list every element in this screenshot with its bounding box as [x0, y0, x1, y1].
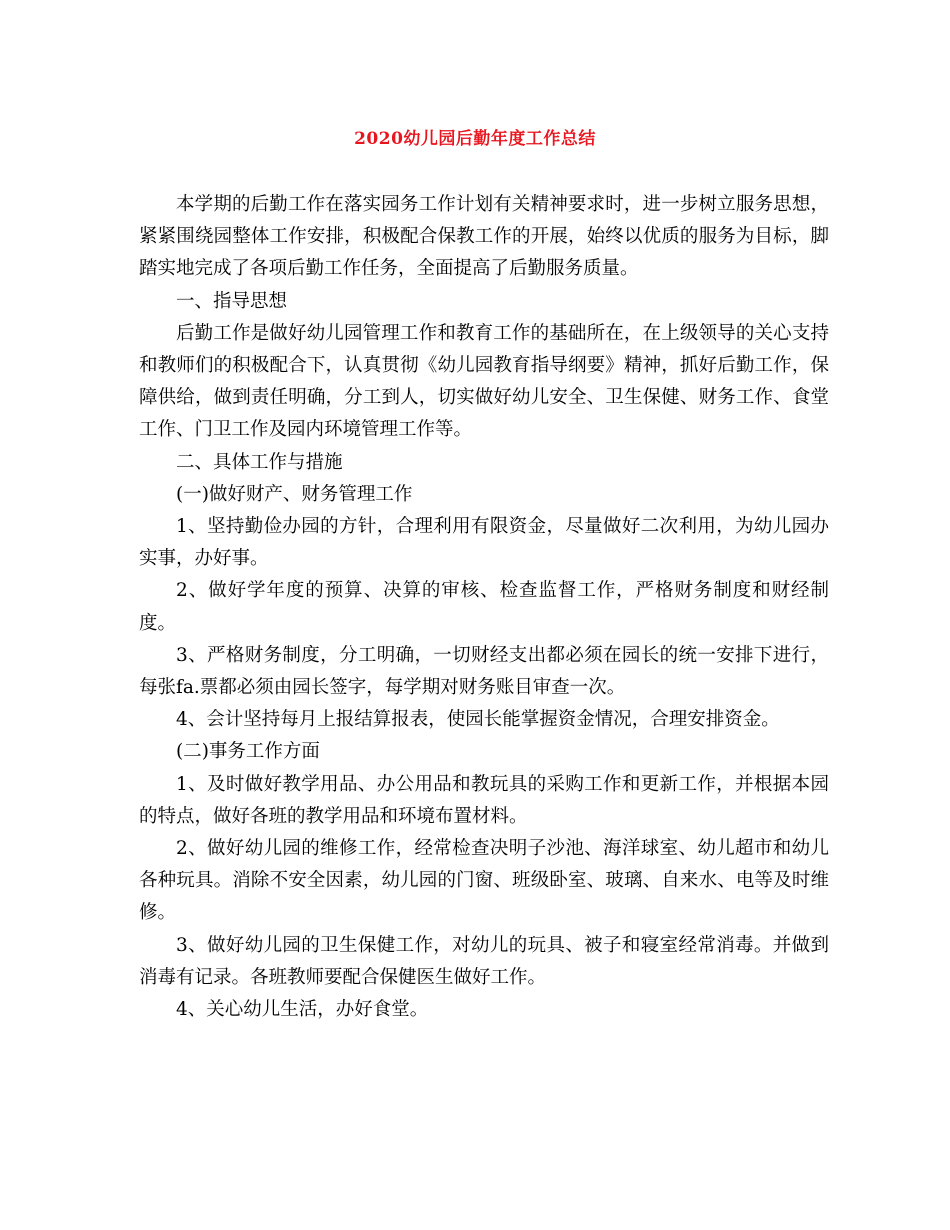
paragraph-intro: 本学期的后勤工作在落实园务工作计划有关精神要求时，进一步树立服务思想，紧紧围绕园整体工作安排，积极配合保教工作的开展，始终以优质的服务为目标，脚踏实地完成了各项后勤工作任务，全面提高了后勤服务质量。 — [139, 194, 829, 280]
subheading-finance: (一)做好财产、财务管理工作 — [176, 483, 413, 505]
list-item-finance-1: 1、坚持勤俭办园的方针，合理利用有限资金，尽量做好二次利用，为幼儿园办实事，办好事。 — [139, 516, 829, 570]
list-item-affairs-2: 2、做好幼儿园的维修工作，经常检查决明子沙池、海洋球室、幼儿超市和幼儿各种玩具。消除不安全因素，幼儿园的门窗、班级卧室、玻璃、自来水、电等及时维修。 — [139, 838, 829, 924]
document-body — [139, 189, 829, 1026]
list-item-affairs-3: 3、做好幼儿园的卫生保健工作，对幼儿的玩具、被子和寝室经常消毒。并做到消毒有记录。各班教师要配合保健医生做好工作。 — [139, 934, 829, 988]
list-item-finance-3: 3、严格财务制度，分工明确，一切财经支出都必须在园长的统一安排下进行，每张fa.票都必须由园长签字，每学期对财务账目审查一次。 — [139, 644, 829, 699]
list-item-finance-4: 4、会计坚持每月上报结算报表，使园长能掌握资金情况，合理安排资金。 — [176, 709, 780, 731]
list-item-finance-2: 2、做好学年度的预算、决算的审核、检查监督工作，严格财务制度和财经制度。 — [139, 580, 829, 634]
heading-guiding-ideology: 一、指导思想 — [176, 290, 288, 312]
paragraph-guiding-ideology: 后勤工作是做好幼儿园管理工作和教育工作的基础所在，在上级领导的关心支持和教师们的积极配合下，认真贯彻《幼儿园教育指导纲要》精神，抓好后勤工作，保障供给，做到责任明确，分工到人，切实做好幼儿安全、卫生保健、财务工作、食堂工作、门卫工作及园内环境管理工作等。 — [139, 322, 829, 441]
list-item-affairs-1: 1、及时做好教学用品、办公用品和教玩具的采购工作和更新工作，并根据本园的特点，做好各班的教学用品和环境布置材料。 — [139, 773, 829, 827]
document-title: 2020幼儿园后勤年度工作总结 — [354, 129, 596, 149]
list-item-affairs-4: 4、关心幼儿生活，办好食堂。 — [176, 999, 429, 1021]
subheading-affairs: (二)事务工作方面 — [176, 741, 320, 763]
heading-specific-measures: 二、具体工作与措施 — [176, 451, 343, 473]
